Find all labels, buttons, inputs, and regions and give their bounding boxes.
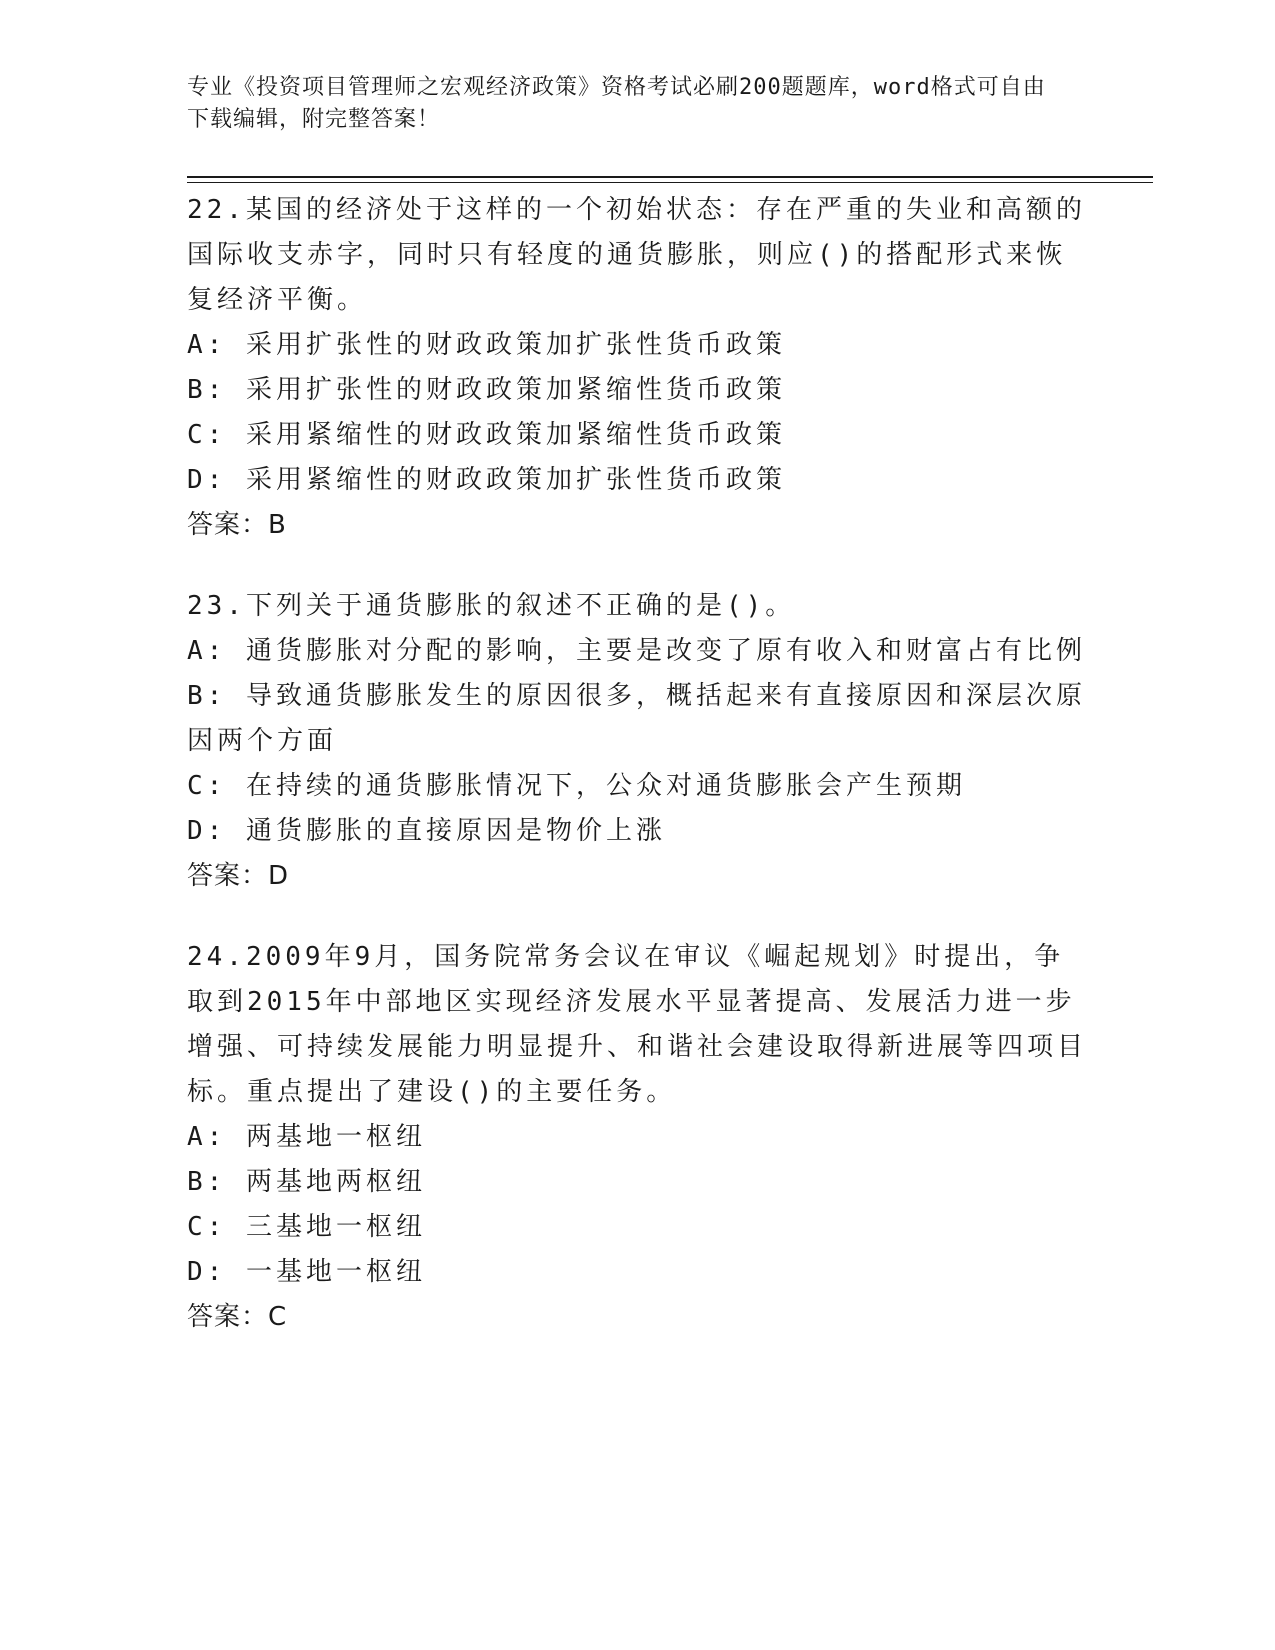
option-d: D: 通货膨胀的直接原因是物价上涨: [187, 816, 666, 846]
option-b: B: 采用扩张性的财政政策加紧缩性货币政策: [187, 375, 786, 405]
question-stem: 22.某国的经济处于这样的一个初始状态：存在严重的失业和高额的国际收支赤字，同时只有轻度的通货膨胀，则应()的搭配形式来恢复经济平衡。: [187, 195, 1086, 315]
question-stem: 24.2009年9月，国务院常务会议在审议《崛起规划》时提出，争取到2015年中部地区实现经济发展水平显著提高、发展活力进一步增强、可持续发展能力明显提升、和谐社会建设取得新进展等四项目标。重点提出了建设()的主要任务。: [187, 942, 1088, 1107]
question-22: [187, 188, 1087, 548]
option-c: C: 在持续的通货膨胀情况下，公众对通货膨胀会产生预期: [187, 771, 966, 801]
option-d: D: 采用紧缩性的财政政策加扩张性货币政策: [187, 465, 786, 495]
answer-label: 答案：B: [187, 510, 287, 540]
option-d: D: 一基地一枢纽: [187, 1257, 426, 1287]
header-divider-thin: [187, 182, 1153, 183]
question-23: [187, 584, 1087, 899]
option-c: C: 三基地一枢纽: [187, 1212, 426, 1242]
question-stem: 23.下列关于通货膨胀的叙述不正确的是()。: [187, 591, 796, 621]
option-b: B: 两基地两枢纽: [187, 1167, 426, 1197]
answer-label: 答案：C: [187, 1302, 288, 1332]
question-24: [187, 935, 1087, 1340]
question-list: [187, 188, 1087, 1376]
option-a: A: 采用扩张性的财政政策加扩张性货币政策: [187, 330, 786, 360]
header-divider-thick: [187, 176, 1153, 178]
option-c: C: 采用紧缩性的财政政策加紧缩性货币政策: [187, 420, 786, 450]
option-a: A: 两基地一枢纽: [187, 1122, 426, 1152]
answer-label: 答案：D: [187, 861, 290, 891]
document-header-title: 专业《投资项目管理师之宏观经济政策》资格考试必刷200题题库，word格式可自由下载编辑，附完整答案！: [187, 75, 1046, 132]
option-b: B: 导致通货膨胀发生的原因很多，概括起来有直接原因和深层次原因两个方面: [187, 681, 1086, 756]
option-a: A: 通货膨胀对分配的影响，主要是改变了原有收入和财富占有比例: [187, 636, 1086, 666]
